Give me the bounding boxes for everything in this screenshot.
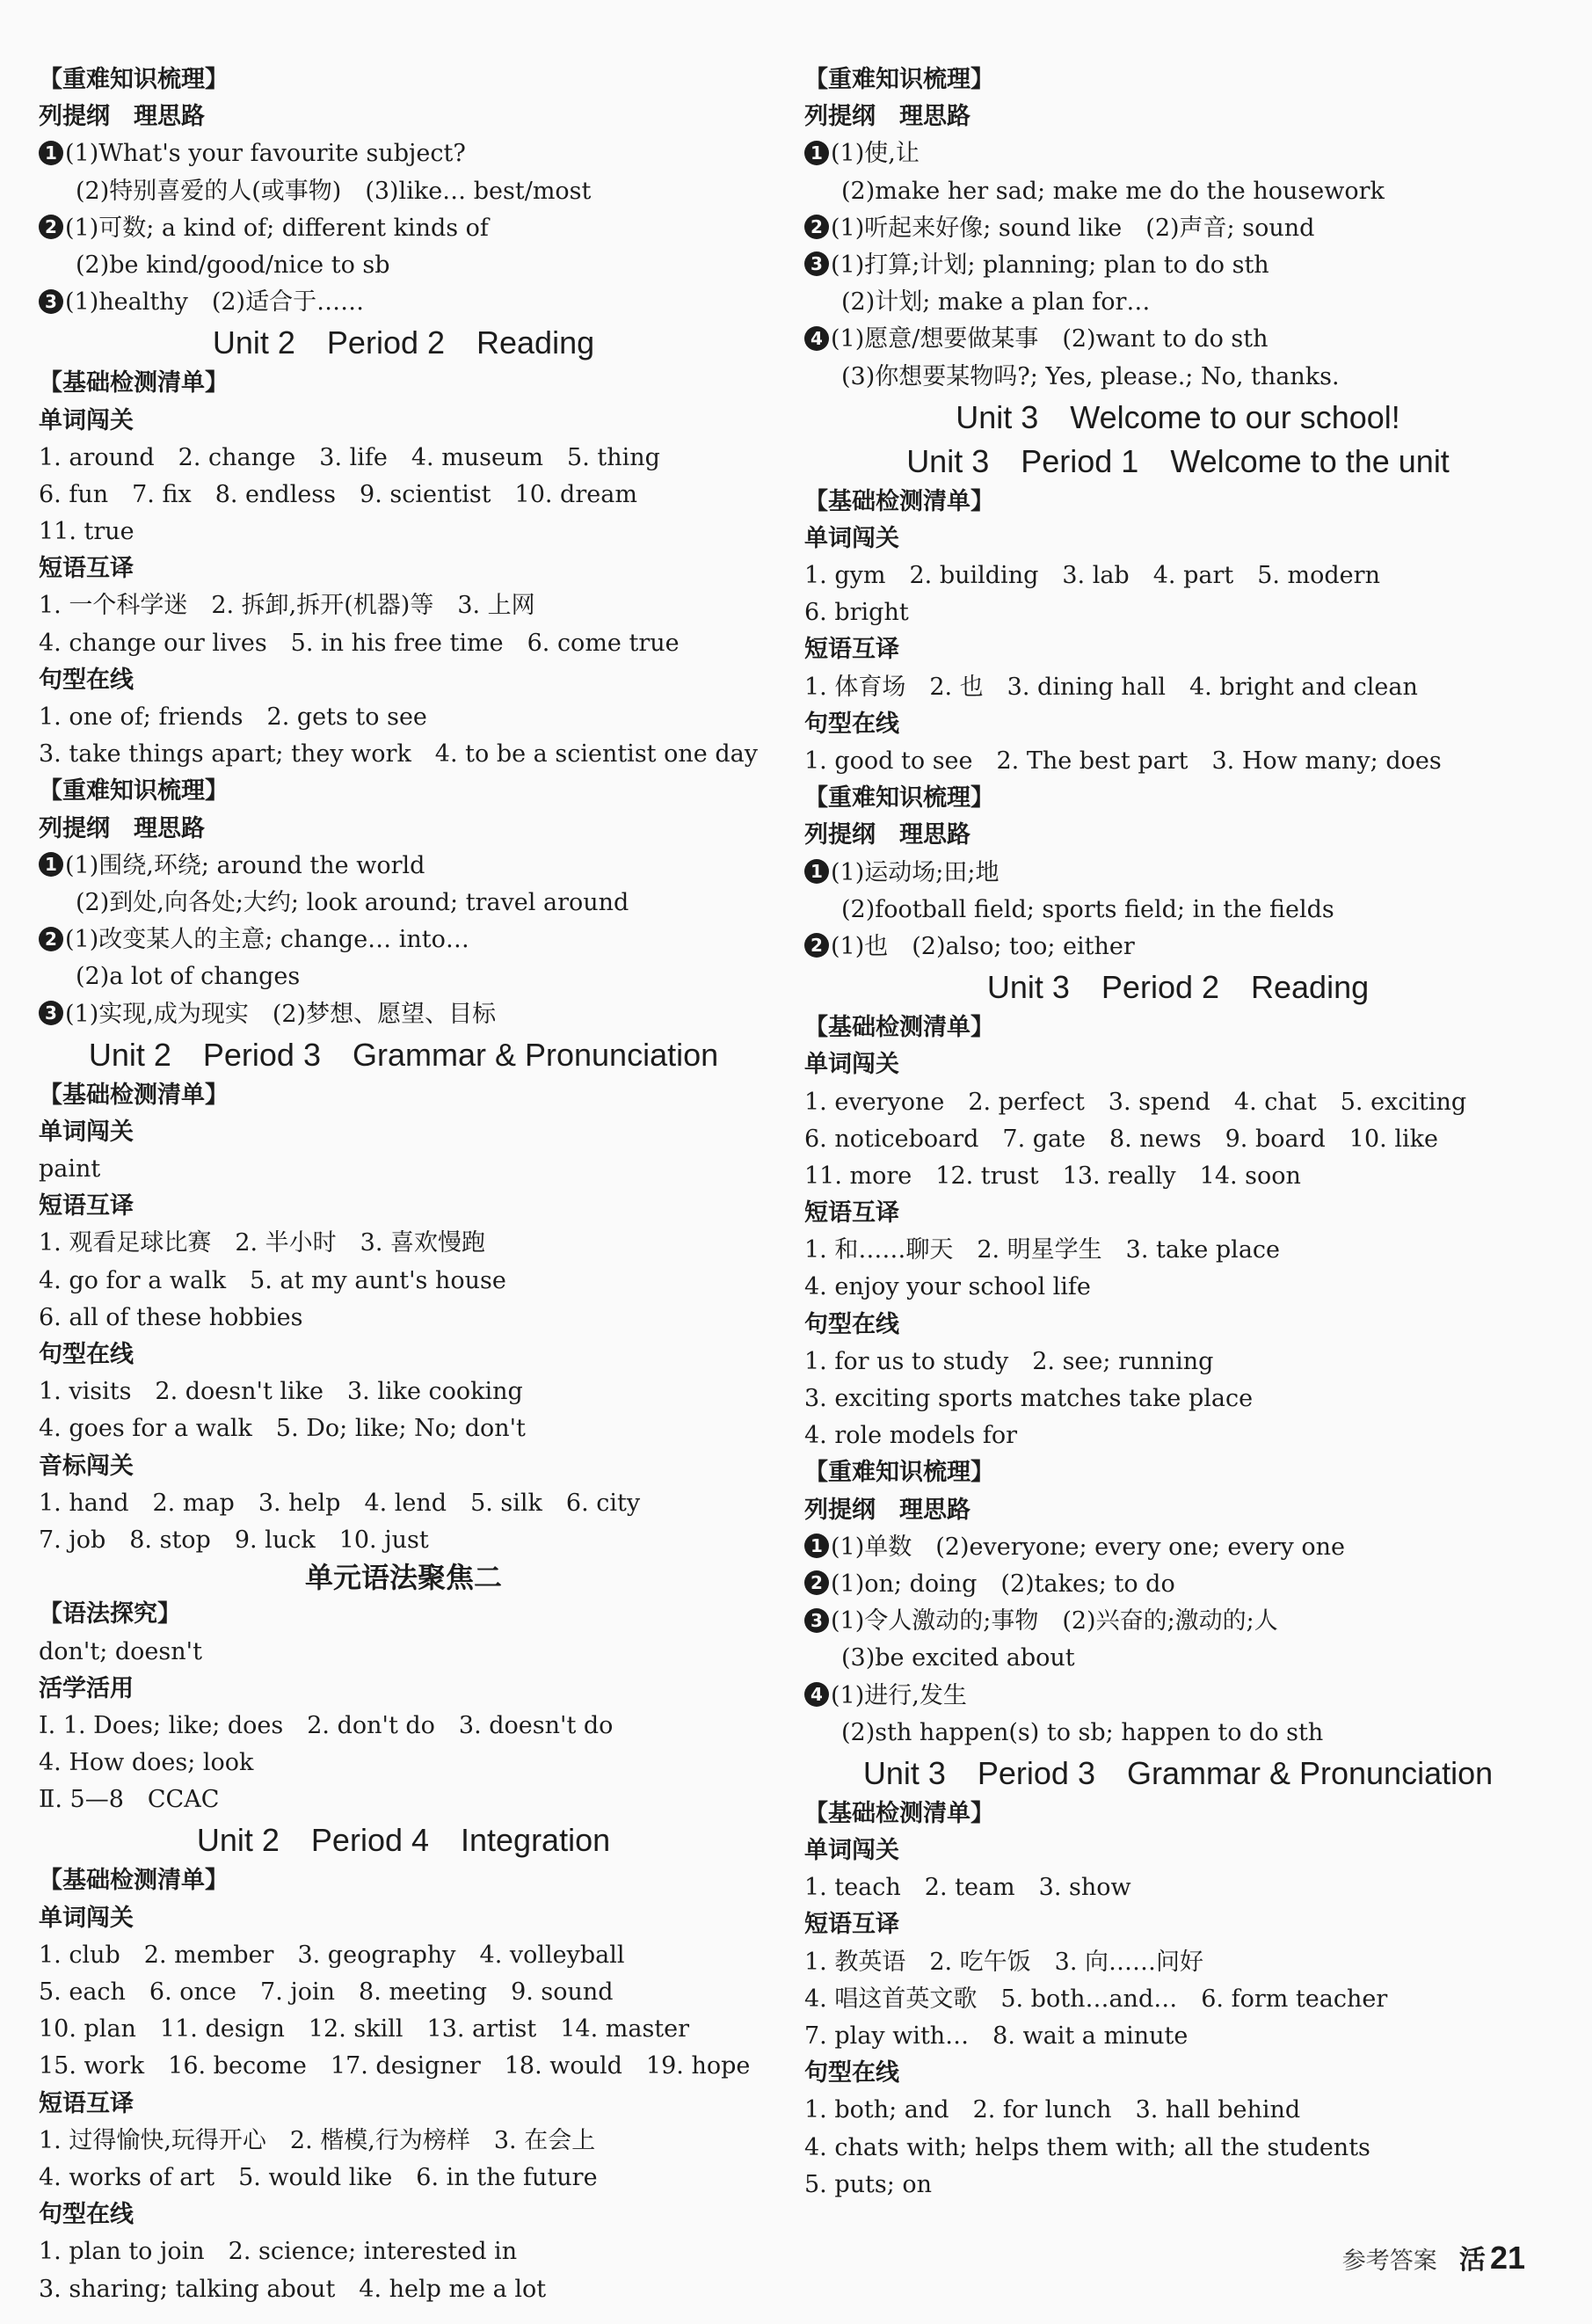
- line-text: 音标闯关: [39, 1452, 134, 1480]
- text-line: [804, 1417, 1552, 1454]
- item-number-badge: 1: [39, 141, 63, 165]
- item-number-badge: 3: [39, 289, 63, 314]
- subsection-label: [39, 1337, 768, 1373]
- line-text: 4. works of art 5. would like 6. in the future: [39, 2163, 598, 2191]
- right-column: [804, 62, 1552, 2204]
- line-text: (1)运动场;田;地: [831, 858, 1000, 886]
- subsection-label: [39, 62, 768, 98]
- section-heading: [804, 396, 1552, 440]
- text-line: [804, 1640, 1552, 1677]
- numbered-item: [804, 247, 1552, 284]
- text-line: [804, 1381, 1552, 1417]
- line-text: 1. visits 2. doesn't like 3. like cooking: [39, 1378, 523, 1406]
- line-text: Unit 3 Period 1 Welcome to the unit: [906, 442, 1450, 479]
- line-text: Unit 3 Welcome to our school!: [956, 398, 1400, 435]
- line-text: 1. 和……聊天 2. 明星学生 3. take place: [804, 1236, 1281, 1264]
- text-line: [804, 2018, 1552, 2055]
- subsection-label: [804, 1492, 1552, 1529]
- text-line: [39, 1708, 768, 1745]
- line-text: (1)使,让: [831, 140, 920, 168]
- grammar-focus-heading: [39, 1559, 768, 1596]
- text-line: [39, 1634, 768, 1671]
- subsection-label: [39, 811, 768, 848]
- subsection-label: [804, 780, 1552, 817]
- line-text: (1)What's your favourite subject?: [65, 140, 466, 168]
- text-line: [804, 669, 1552, 706]
- text-line: [39, 1485, 768, 1522]
- subsection-label: [804, 2055, 1552, 2092]
- page-word: 活: [1458, 2245, 1486, 2276]
- text-line: [39, 1974, 768, 2011]
- line-text: (1)令人激动的;事物 (2)兴奋的;激动的;人: [831, 1607, 1278, 1636]
- line-text: 1. plan to join 2. science; interested in: [39, 2238, 518, 2266]
- line-text: 【语法探究】: [39, 1600, 181, 1628]
- text-line: [804, 1269, 1552, 1306]
- line-text: 单词闯关: [804, 1051, 899, 1079]
- line-text: (2)football field; sports field; in the fields: [841, 895, 1334, 923]
- line-text: 短语互译: [39, 555, 134, 583]
- subsection-label: [39, 98, 768, 135]
- line-text: Ⅰ. 1. Does; like; does 2. don't do 3. doesn't do: [39, 1711, 614, 1739]
- line-text: 单词闯关: [39, 406, 134, 434]
- page-number: 21: [1489, 2240, 1525, 2276]
- subsection-label: [804, 1009, 1552, 1046]
- text-line: [804, 1869, 1552, 1906]
- subsection-label: [804, 521, 1552, 557]
- item-number-badge: 2: [804, 215, 829, 239]
- line-text: 1. 过得愉快,玩得开心 2. 楷模,行为榜样 3. 在会上: [39, 2126, 596, 2154]
- line-text: Unit 3 Period 2 Reading: [986, 969, 1370, 1006]
- line-text: 3. take things apart; they work 4. to be a scientist one day: [39, 740, 758, 769]
- text-line: [804, 743, 1552, 780]
- text-line: [804, 1715, 1552, 1752]
- text-line: [804, 892, 1552, 929]
- subsection-label: [804, 98, 1552, 135]
- line-text: 4. chats with; helps them with; all the students: [804, 2133, 1370, 2161]
- line-text: 句型在线: [804, 1310, 899, 1338]
- line-text: (1)改变某人的主意; change… into…: [65, 926, 469, 954]
- subsection-label: [39, 1671, 768, 1708]
- numbered-item: [804, 321, 1552, 358]
- subsection-label: [804, 1796, 1552, 1832]
- numbered-item: [39, 284, 768, 321]
- text-line: [39, 1225, 768, 1262]
- text-line: [39, 514, 768, 550]
- subsection-label: [804, 1906, 1552, 1943]
- text-line: [39, 587, 768, 624]
- line-text: 单词闯关: [39, 1904, 134, 1932]
- numbered-item: [804, 1529, 1552, 1566]
- line-text: 单词闯关: [804, 1837, 899, 1865]
- section-heading: [804, 965, 1552, 1009]
- line-text: 活学活用: [39, 1674, 134, 1702]
- line-text: 【重难知识梳理】: [39, 66, 229, 93]
- text-line: [804, 1158, 1552, 1195]
- text-line: [804, 173, 1552, 210]
- line-text: 句型在线: [39, 2201, 134, 2229]
- text-line: [804, 1981, 1552, 2018]
- text-line: [39, 1410, 768, 1447]
- line-text: 短语互译: [804, 636, 899, 664]
- line-text: Unit 2 Period 4 Integration: [196, 1822, 611, 1859]
- item-number-badge: 2: [804, 933, 829, 958]
- subsection-label: [39, 662, 768, 699]
- line-text: (3)你想要某物吗?; Yes, please.; No, thanks.: [841, 362, 1340, 390]
- line-text: 短语互译: [804, 1911, 899, 1939]
- text-line: [804, 1232, 1552, 1269]
- text-line: [804, 2130, 1552, 2167]
- numbered-item: [804, 1603, 1552, 1640]
- section-heading: [39, 1818, 768, 1862]
- line-text: 单元语法聚焦二: [304, 1561, 502, 1595]
- line-text: (2)计划; make a plan for…: [841, 288, 1151, 317]
- text-line: [804, 1944, 1552, 1981]
- line-text: 5. puts; on: [804, 2170, 933, 2198]
- line-text: 句型在线: [804, 2059, 899, 2087]
- line-text: 1. 观看足球比赛 2. 半小时 3. 喜欢慢跑: [39, 1229, 486, 1257]
- line-text: 短语互译: [804, 1199, 899, 1228]
- line-text: (2)make her sad; make me do the housework: [841, 177, 1385, 205]
- text-line: [804, 1084, 1552, 1121]
- line-text: Unit 2 Period 2 Reading: [212, 324, 595, 361]
- subsection-label: [39, 550, 768, 587]
- text-line: [39, 1745, 768, 1781]
- line-text: 1. 体育场 2. 也 3. dining hall 4. bright and clean: [804, 673, 1418, 701]
- footer-label: 参考答案: [1341, 2248, 1437, 2275]
- line-text: (1)听起来好像; sound like (2)声音; sound: [831, 214, 1315, 242]
- line-text: 7. play with… 8. wait a minute: [804, 2022, 1189, 2050]
- line-text: (1)围绕,环绕; around the world: [65, 851, 425, 879]
- subsection-label: [804, 1307, 1552, 1344]
- line-text: 【重难知识梳理】: [39, 777, 229, 805]
- line-text: 4. enjoy your school life: [804, 1273, 1091, 1301]
- subsection-label: [39, 1596, 768, 1633]
- line-text: (1)愿意/想要做某事 (2)want to do sth: [831, 325, 1269, 353]
- line-text: 10. plan 11. design 12. skill 13. artist 14. master: [39, 2015, 690, 2044]
- text-line: [39, 736, 768, 773]
- section-heading: [39, 321, 768, 365]
- line-text: 4. goes for a walk 5. Do; like; No; don't: [39, 1415, 526, 1443]
- item-number-badge: 1: [804, 141, 829, 165]
- text-line: [804, 557, 1552, 594]
- text-line: [39, 2271, 768, 2308]
- text-line: [804, 2167, 1552, 2204]
- item-number-badge: 4: [804, 1682, 829, 1707]
- subsection-label: [39, 1114, 768, 1151]
- text-line: [39, 1151, 768, 1188]
- line-text: 列提纲 理思路: [39, 814, 205, 842]
- subsection-label: [804, 631, 1552, 668]
- text-line: [39, 440, 768, 477]
- line-text: 单词闯关: [39, 1118, 134, 1146]
- line-text: 列提纲 理思路: [804, 821, 970, 849]
- text-line: [39, 625, 768, 662]
- line-text: 【重难知识梳理】: [804, 784, 994, 812]
- subsection-label: [39, 2197, 768, 2233]
- subsection-label: [804, 1832, 1552, 1869]
- line-text: Unit 3 Period 3 Grammar & Pronunciation: [862, 1754, 1494, 1791]
- subsection-label: [39, 773, 768, 810]
- line-text: 3. sharing; talking about 4. help me a lot: [39, 2275, 547, 2303]
- line-text: don't; doesn't: [39, 1637, 202, 1665]
- item-number-badge: 2: [39, 215, 63, 239]
- line-text: (1)打算;计划; planning; plan to do sth: [831, 251, 1269, 279]
- line-text: (3)be excited about: [841, 1644, 1075, 1672]
- numbered-item: [39, 848, 768, 885]
- line-text: (1)healthy (2)适合于……: [65, 288, 365, 317]
- text-line: [39, 1522, 768, 1559]
- numbered-item: [39, 210, 768, 247]
- line-text: 【重难知识梳理】: [804, 66, 994, 93]
- text-line: [804, 2092, 1552, 2129]
- line-text: 句型在线: [804, 710, 899, 738]
- text-line: [39, 1373, 768, 1410]
- text-line: [39, 2123, 768, 2160]
- line-text: (2)到处,向各处;大约; look around; travel around: [76, 888, 629, 916]
- numbered-item: [804, 855, 1552, 892]
- section-heading: [804, 440, 1552, 484]
- text-line: [39, 885, 768, 922]
- section-heading: [804, 1752, 1552, 1796]
- line-text: 短语互译: [39, 1192, 134, 1220]
- item-number-badge: 2: [39, 927, 63, 951]
- line-text: 11. true: [39, 518, 134, 546]
- line-text: 单词闯关: [804, 524, 899, 552]
- text-line: [39, 247, 768, 284]
- subsection-label: [804, 1195, 1552, 1232]
- item-number-badge: 1: [804, 859, 829, 884]
- subsection-label: [39, 365, 768, 402]
- item-number-badge: 4: [804, 326, 829, 351]
- line-text: (1)on; doing (2)takes; to do: [831, 1570, 1175, 1598]
- line-text: 1. everyone 2. perfect 3. spend 4. chat 5. exciting: [804, 1088, 1467, 1116]
- numbered-item: [804, 210, 1552, 247]
- line-text: 【基础检测清单】: [39, 1081, 229, 1109]
- line-text: 短语互译: [39, 2089, 134, 2117]
- line-text: 6. fun 7. fix 8. endless 9. scientist 10. dream: [39, 480, 637, 508]
- line-text: 1. both; and 2. for lunch 3. hall behind: [804, 2096, 1301, 2124]
- subsection-label: [804, 1046, 1552, 1083]
- text-line: [804, 1344, 1552, 1381]
- line-text: 1. one of; friends 2. gets to see: [39, 703, 427, 731]
- text-line: [39, 1937, 768, 1974]
- text-line: [39, 699, 768, 736]
- subsection-label: [39, 1862, 768, 1899]
- section-heading: [39, 1033, 768, 1077]
- subsection-label: [804, 817, 1552, 854]
- page-footer: [1342, 2239, 1525, 2277]
- line-text: 1. 教英语 2. 吃午饭 3. 向……问好: [804, 1948, 1204, 1976]
- numbered-item: [804, 929, 1552, 965]
- line-text: 4. go for a walk 5. at my aunt's house: [39, 1266, 506, 1294]
- text-line: [39, 2011, 768, 2048]
- line-text: 1. 一个科学迷 2. 拆卸,拆开(机器)等 3. 上网: [39, 592, 535, 620]
- line-text: 1. teach 2. team 3. show: [804, 1874, 1131, 1902]
- subsection-label: [804, 62, 1552, 98]
- text-line: [804, 1121, 1552, 1158]
- line-text: 7. job 8. stop 9. luck 10. just: [39, 1526, 429, 1554]
- item-number-badge: 2: [804, 1570, 829, 1595]
- item-number-badge: 3: [804, 251, 829, 276]
- text-line: [39, 173, 768, 210]
- text-line: [39, 1263, 768, 1300]
- line-text: 3. exciting sports matches take place: [804, 1385, 1254, 1412]
- text-line: [39, 1781, 768, 1818]
- line-text: 列提纲 理思路: [804, 1496, 970, 1524]
- line-text: 【基础检测清单】: [804, 1014, 994, 1042]
- line-text: 【重难知识梳理】: [804, 1459, 994, 1487]
- line-text: 列提纲 理思路: [804, 103, 970, 131]
- left-column: [39, 62, 768, 2308]
- line-text: 句型在线: [39, 1341, 134, 1368]
- text-line: [39, 1300, 768, 1337]
- line-text: Ⅱ. 5—8 CCAC: [39, 1786, 220, 1814]
- line-text: 6. noticeboard 7. gate 8. news 9. board 10. like: [804, 1125, 1438, 1153]
- item-number-badge: 3: [39, 1001, 63, 1025]
- line-text: 1. hand 2. map 3. help 4. lend 5. silk 6. city: [39, 1489, 641, 1517]
- text-line: [39, 2160, 768, 2197]
- line-text: 1. gym 2. building 3. lab 4. part 5. modern: [804, 562, 1380, 590]
- item-number-badge: 3: [804, 1608, 829, 1633]
- line-text: 【基础检测清单】: [804, 1799, 994, 1827]
- line-text: (2)a lot of changes: [76, 963, 301, 991]
- line-text: 句型在线: [39, 666, 134, 694]
- item-number-badge: 1: [39, 852, 63, 877]
- line-text: Unit 2 Period 3 Grammar & Pronunciation: [88, 1036, 719, 1073]
- line-text: 列提纲 理思路: [39, 103, 205, 131]
- line-text: 4. change our lives 5. in his free time 6. come true: [39, 629, 680, 657]
- subsection-label: [39, 1448, 768, 1485]
- line-text: 1. club 2. member 3. geography 4. volleyball: [39, 1941, 625, 1969]
- line-text: paint: [39, 1155, 101, 1184]
- subsection-label: [39, 2086, 768, 2123]
- line-text: 6. all of these hobbies: [39, 1303, 303, 1331]
- text-line: [39, 2233, 768, 2270]
- text-line: [804, 284, 1552, 321]
- line-text: (1)实现,成为现实 (2)梦想、愿望、目标: [65, 1000, 497, 1028]
- subsection-label: [804, 484, 1552, 521]
- line-text: (2)be kind/good/nice to sb: [76, 251, 390, 279]
- line-text: 6. bright: [804, 599, 909, 627]
- line-text: 1. good to see 2. The best part 3. How many; does: [804, 747, 1442, 775]
- line-text: (1)单数 (2)everyone; every one; every one: [831, 1533, 1345, 1561]
- text-line: [39, 2048, 768, 2085]
- text-line: [39, 958, 768, 995]
- line-text: 4. How does; look: [39, 1749, 254, 1777]
- line-text: (2)特别喜爱的人(或事物) (3)like… best/most: [76, 177, 592, 205]
- numbered-item: [804, 1678, 1552, 1715]
- line-text: (1)可数; a kind of; different kinds of: [65, 214, 489, 242]
- text-line: [804, 359, 1552, 396]
- line-text: 4. role models for: [804, 1422, 1018, 1450]
- numbered-item: [39, 135, 768, 172]
- line-text: 1. for us to study 2. see; running: [804, 1347, 1214, 1375]
- subsection-label: [39, 1077, 768, 1114]
- line-text: 11. more 12. trust 13. really 14. soon: [804, 1162, 1301, 1190]
- numbered-item: [39, 922, 768, 958]
- line-text: (1)进行,发生: [831, 1681, 967, 1709]
- text-line: [804, 594, 1552, 631]
- line-text: 5. each 6. once 7. join 8. meeting 9. sound: [39, 1978, 614, 2006]
- subsection-label: [39, 403, 768, 440]
- line-text: 【基础检测清单】: [39, 1867, 229, 1895]
- subsection-label: [804, 1454, 1552, 1491]
- numbered-item: [804, 1566, 1552, 1603]
- line-text: (1)也 (2)also; too; either: [831, 932, 1135, 960]
- line-text: (2)sth happen(s) to sb; happen to do sth: [841, 1718, 1324, 1746]
- numbered-item: [39, 996, 768, 1033]
- item-number-badge: 1: [804, 1534, 829, 1558]
- text-line: [39, 477, 768, 514]
- line-text: 1. around 2. change 3. life 4. museum 5. thing: [39, 443, 660, 471]
- subsection-label: [39, 1900, 768, 1937]
- line-text: 【基础检测清单】: [39, 369, 229, 397]
- line-text: 4. 唱这首英文歌 5. both…and… 6. form teacher: [804, 1985, 1388, 2013]
- numbered-item: [804, 135, 1552, 172]
- subsection-label: [804, 706, 1552, 743]
- line-text: 15. work 16. become 17. designer 18. would 19. hope: [39, 2052, 751, 2080]
- subsection-label: [39, 1188, 768, 1225]
- line-text: 【基础检测清单】: [804, 487, 994, 515]
